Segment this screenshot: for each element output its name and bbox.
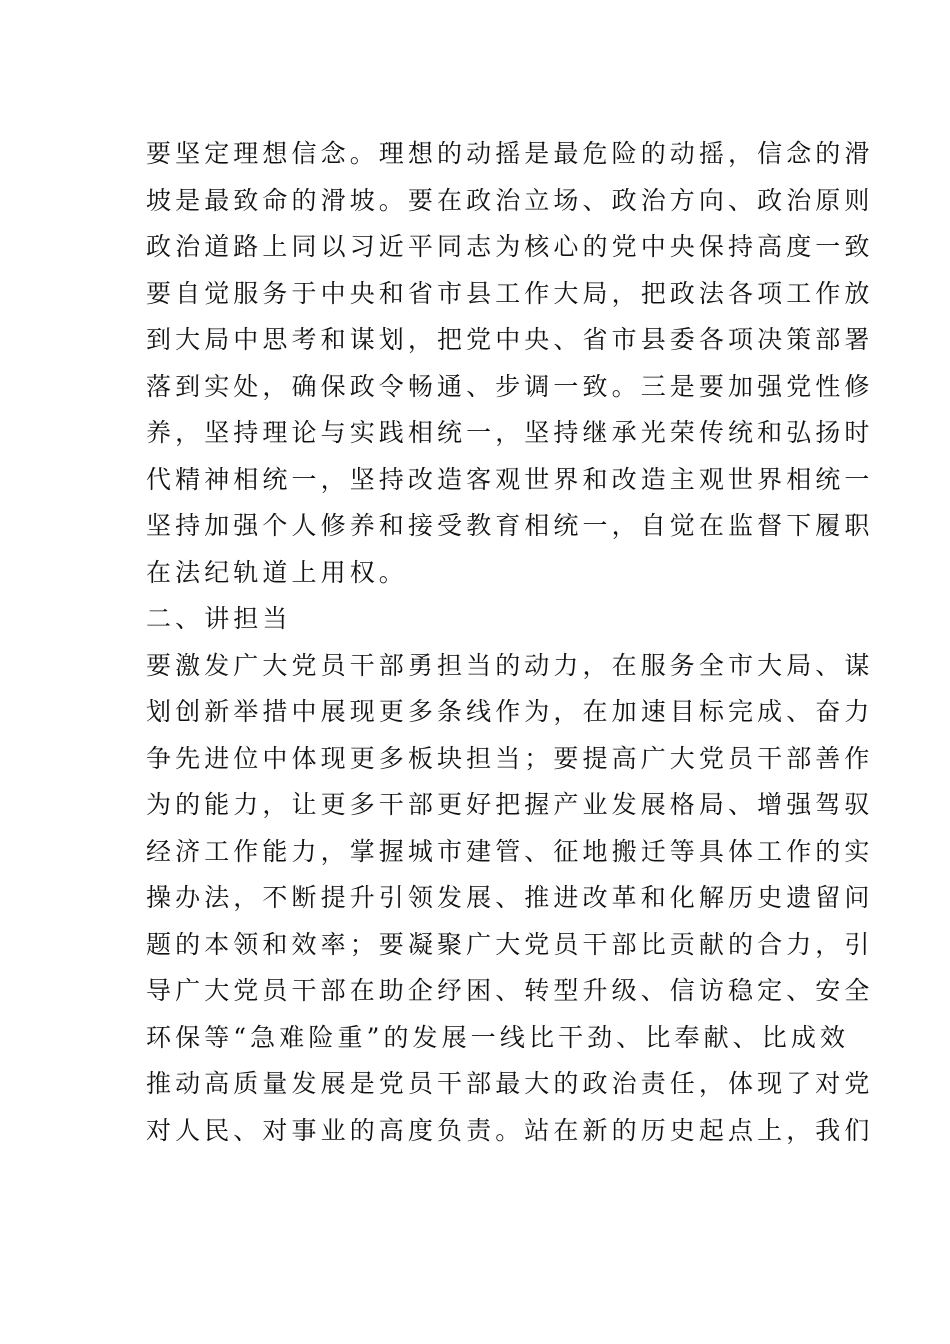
- text-line: 操办法，不断提升引领发展、推进改革和化解历史遗留问: [146, 883, 874, 912]
- text-line: 争先进位中体现更多板块担当；要提高广大党员干部善作: [146, 743, 874, 773]
- text-line: 经济工作能力，掌握城市建管、征地搬迁等具体工作的实: [146, 836, 874, 866]
- body-text: [146, 131, 874, 1154]
- text-line: 代精神相统一，坚持改造客观世界和改造主观世界相统一: [146, 464, 874, 494]
- text-line: 为的能力，让更多干部更好把握产业发展格局、增强驾驭: [146, 790, 874, 819]
- text-line: 推动高质量发展是党员干部最大的政治责任，体现了对党: [146, 1069, 874, 1098]
- text-line: 题的本领和效率；要凝聚广大党员干部比贡献的合力，引: [146, 929, 874, 959]
- text-line: 落到实处，确保政令畅通、步调一致。三是要加强党性修: [146, 371, 874, 401]
- section-heading: 二、讲担当: [146, 604, 292, 633]
- text-line: 要坚定理想信念。理想的动摇是最危险的动摇，信念的滑: [146, 139, 874, 168]
- text-line: 导广大党员干部在助企纾困、转型升级、信访稳定、安全: [146, 976, 874, 1005]
- text-line: 坚持加强个人修养和接受教育相统一，自觉在监督下履职: [146, 511, 874, 540]
- text-line: 要自觉服务于中央和省市县工作大局，把政法各项工作放: [146, 278, 874, 308]
- text-line: 坡是最致命的滑坡。要在政治立场、政治方向、政治原则: [146, 185, 874, 215]
- text-line: 对人民、对事业的高度负责。站在新的历史起点上，我们: [146, 1115, 874, 1145]
- text-line: 到大局中思考和谋划，把党中央、省市县委各项决策部署: [146, 325, 874, 354]
- text-line: 划创新举措中展现更多条线作为，在加速目标完成、奋力: [146, 697, 874, 726]
- text-line: 政治道路上同以习近平同志为核心的党中央保持高度一致: [146, 232, 874, 261]
- text-line: 要激发广大党员干部勇担当的动力，在服务全市大局、谋: [146, 650, 874, 680]
- text-line: 环保等“急难险重”的发展一线比干劲、比奉献、比成效: [146, 1022, 850, 1052]
- text-line: 养，坚持理论与实践相统一，坚持继承光荣传统和弘扬时: [146, 418, 874, 447]
- text-line: 在法纪轨道上用权。: [146, 557, 408, 587]
